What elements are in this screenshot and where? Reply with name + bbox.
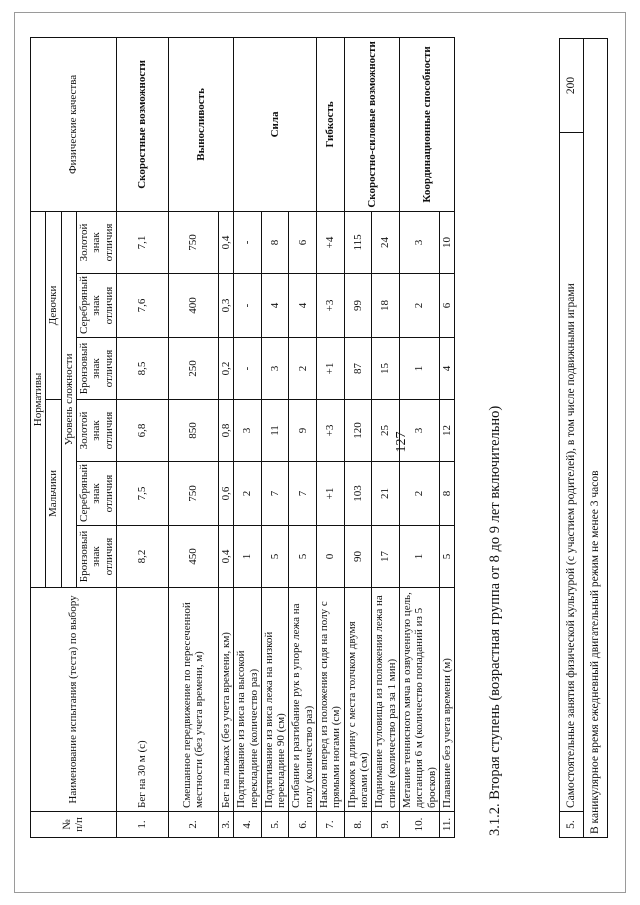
girls-bronze: 250 (168, 338, 218, 400)
girls-gold: 8 (261, 211, 289, 273)
girls-silver: 4 (261, 274, 289, 338)
girls-gold: 3 (399, 211, 439, 273)
row-number: 3. (218, 812, 233, 838)
section-caption: 3.1.2. Вторая ступень (возрастная группа от 8 до 9 лет включительно) (487, 405, 503, 836)
test-name: Сгибание и разгибание рук в упоре лежа на полу (количество раз) (289, 588, 317, 812)
quality-endurance: Выносливость (168, 37, 233, 211)
table-row (234, 37, 262, 837)
boys-bronze: 5 (289, 526, 317, 588)
col-header-boys: Мальчики (46, 400, 61, 588)
girls-bronze: 3 (261, 338, 289, 400)
girls-bronze: 87 (344, 338, 372, 400)
girls-bronze: - (234, 338, 262, 400)
girls-silver: +3 (317, 274, 345, 338)
boys-silver: 7,5 (116, 462, 168, 526)
test-name: Бег на лыжах (без учета времени, км) (218, 588, 233, 812)
boys-silver: 8 (439, 462, 454, 526)
boys-bronze: 5 (439, 526, 454, 588)
col-header-girls: Девочки (46, 211, 61, 399)
boys-silver: 21 (372, 462, 400, 526)
girls-bronze: 0,2 (218, 338, 233, 400)
girls-silver: 99 (344, 274, 372, 338)
boys-silver: 2 (234, 462, 262, 526)
quality-flexibility: Гибкость (317, 37, 345, 211)
girls-bronze: 4 (439, 338, 454, 400)
col-header-silver: Серебряный знак отличия (76, 274, 116, 338)
quality-strength: Сила (234, 37, 317, 211)
girls-silver: 400 (168, 274, 218, 338)
test-name: Прыжок в длину с места толчком двумя ногами (см) (344, 588, 372, 812)
col-header-gold: Золотой знак отличия (76, 400, 116, 462)
girls-gold: - (234, 211, 262, 273)
boys-bronze: 5 (261, 526, 289, 588)
girls-gold: 115 (344, 211, 372, 273)
girls-bronze: 8,5 (116, 338, 168, 400)
boys-bronze: 1 (234, 526, 262, 588)
quality-speed: Скоростные возможности (116, 37, 168, 211)
row-number: 11. (439, 812, 454, 838)
girls-gold: 7,1 (116, 211, 168, 273)
row-number: 4. (234, 812, 262, 838)
boys-gold: 850 (168, 400, 218, 462)
boys-bronze: 90 (344, 526, 372, 588)
girls-gold: 6 (289, 211, 317, 273)
col-header-gold: Золотой знак отличия (76, 211, 116, 273)
boys-silver: 7 (289, 462, 317, 526)
boys-silver: +1 (317, 462, 345, 526)
boys-bronze: 8,2 (116, 526, 168, 588)
rotated-page-content (22, 12, 617, 872)
vacation-note: В каникулярное время ежедневный двигательный режим не менее 3 часов (584, 39, 608, 838)
girls-silver: 18 (372, 274, 400, 338)
girls-gold: 750 (168, 211, 218, 273)
table-row (116, 37, 168, 837)
boys-gold: 120 (344, 400, 372, 462)
boys-silver: 7 (261, 462, 289, 526)
girls-silver: 6 (439, 274, 454, 338)
girls-bronze: +1 (317, 338, 345, 400)
row-number: 1. (116, 812, 168, 838)
col-header-silver: Серебряный знак отличия (76, 462, 116, 526)
girls-silver: 4 (289, 274, 317, 338)
girls-gold: 24 (372, 211, 400, 273)
boys-gold: 12 (439, 400, 454, 462)
girls-silver: 7,6 (116, 274, 168, 338)
girls-silver: - (234, 274, 262, 338)
boys-gold: 3 (399, 400, 439, 462)
page-number: 127 (394, 431, 409, 453)
boys-gold: 3 (234, 400, 262, 462)
row-number: 8. (344, 812, 372, 838)
top-table (559, 38, 608, 838)
header-row (31, 37, 46, 837)
test-name: Подтягивание из виса лежа на низкой перекладине 90 (см) (261, 588, 289, 812)
test-name: Бег на 30 м (с) (116, 588, 168, 812)
boys-bronze: 1 (399, 526, 439, 588)
boys-bronze: 0 (317, 526, 345, 588)
row-number: 7. (317, 812, 345, 838)
col-header-qualities: Физические качества (31, 37, 117, 211)
row-number: 5. (560, 812, 584, 838)
test-name: Наклон вперед из положения сидя на полу с прямыми ногами (см) (317, 588, 345, 812)
test-name: Подтягивание из виса на высокой перекладине (количество раз) (234, 588, 262, 812)
quality-coordination: Координационные способности (399, 37, 454, 211)
boys-silver: 0,6 (218, 462, 233, 526)
col-header-num: № п/п (31, 812, 117, 838)
boys-gold: 9 (289, 400, 317, 462)
col-header-normatives: Нормативы (31, 211, 46, 587)
girls-gold: +4 (317, 211, 345, 273)
col-header-level: Уровень сложности (61, 211, 76, 587)
girls-gold: 10 (439, 211, 454, 273)
boys-bronze: 17 (372, 526, 400, 588)
row-number: 5. (261, 812, 289, 838)
row-number: 10. (399, 812, 439, 838)
row-number: 6. (289, 812, 317, 838)
normatives-table (30, 37, 455, 838)
boys-silver: 103 (344, 462, 372, 526)
boys-gold: 25 (372, 400, 400, 462)
table-row (168, 37, 218, 837)
table-row (317, 37, 345, 837)
girls-gold: 0,4 (218, 211, 233, 273)
boys-gold: 11 (261, 400, 289, 462)
girls-bronze: 15 (372, 338, 400, 400)
boys-gold: 6,8 (116, 400, 168, 462)
boys-silver: 2 (399, 462, 439, 526)
row-number: 9. (372, 812, 400, 838)
row-value: 200 (560, 39, 584, 133)
quality-speed-strength: Скоростно-силовые возможности (344, 37, 399, 211)
col-header-name: Наименование испытания (теста) по выбору (31, 588, 117, 812)
table-row (560, 39, 584, 838)
boys-bronze: 0,4 (218, 526, 233, 588)
table-row (344, 37, 372, 837)
test-name: Поднимание туловища из положения лежа на спине (количество раз за 1 мин) (372, 588, 400, 812)
col-header-bronze: Бронзовый знак отличия (76, 338, 116, 400)
test-name: Смешанное передвижение по пересеченной местности (без учета времени, м) (168, 588, 218, 812)
boys-gold: +3 (317, 400, 345, 462)
girls-silver: 0,3 (218, 274, 233, 338)
boys-gold: 0,8 (218, 400, 233, 462)
table-row (399, 37, 439, 837)
col-header-bronze: Бронзовый знак отличия (76, 526, 116, 588)
table-row (584, 39, 608, 838)
girls-silver: 2 (399, 274, 439, 338)
row-number: 2. (168, 812, 218, 838)
test-name: Плавание без учета времени (м) (439, 588, 454, 812)
boys-silver: 750 (168, 462, 218, 526)
test-name: Метание теннисного мяча в озвученную цель, дистанция 6 м (количество попаданий из 5 бросков) (399, 588, 439, 812)
boys-bronze: 450 (168, 526, 218, 588)
girls-bronze: 1 (399, 338, 439, 400)
row-text: Самостоятельные занятия физической культурой (с участием родителей), в том числе подвижными играми (560, 132, 584, 811)
girls-bronze: 2 (289, 338, 317, 400)
